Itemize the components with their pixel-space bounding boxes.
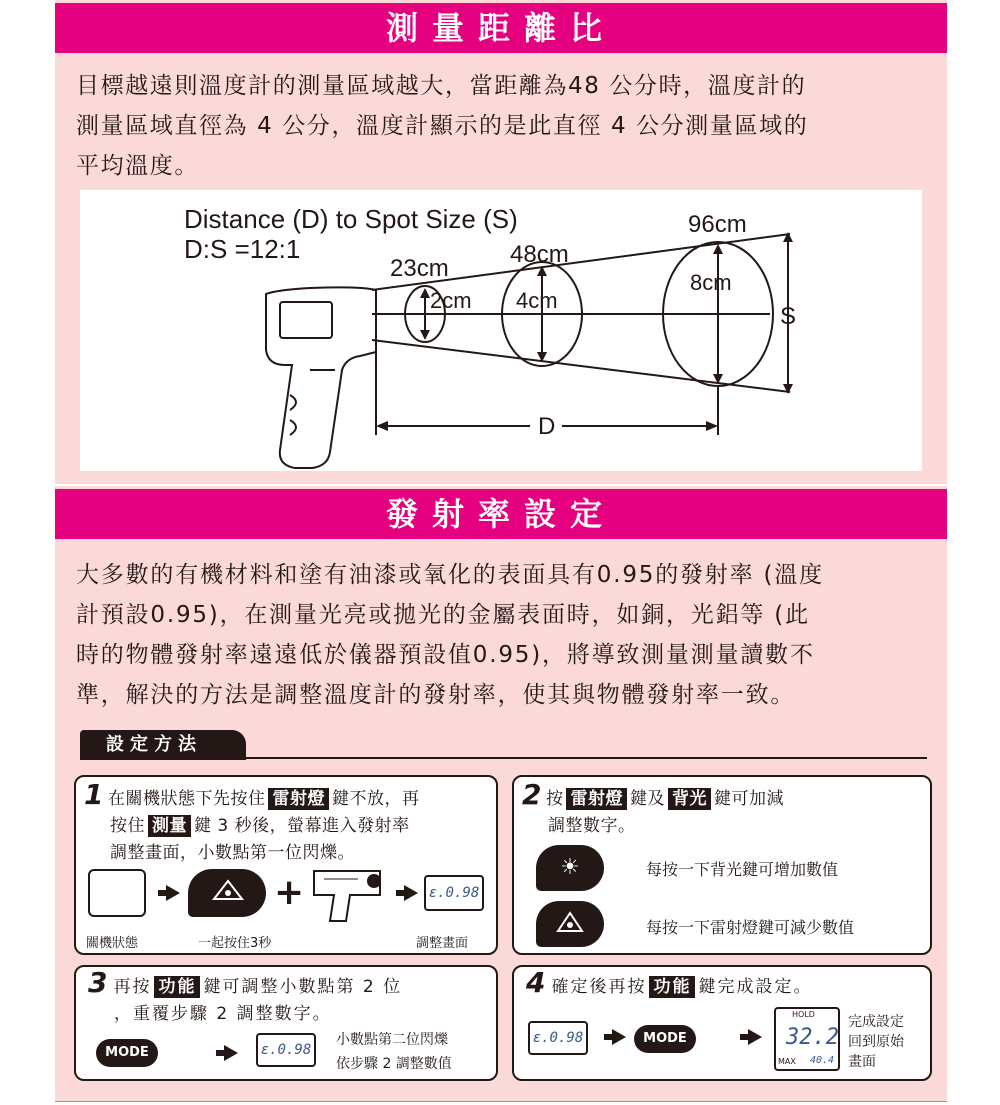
section1-title: 測量距離比 — [55, 3, 947, 53]
step4-note2: 回到原始 — [848, 1034, 904, 1050]
label-96cm: 96cm — [688, 211, 747, 238]
function-key: 功能 — [154, 976, 200, 998]
label-4cm: 4cm — [516, 288, 558, 313]
step1-text-a: 在關機狀態下先按住 — [107, 789, 266, 809]
step1-text-c: 按住 — [110, 816, 145, 836]
step2-text-c: 鍵可加減 — [713, 789, 784, 809]
step2-number: 2 — [522, 778, 542, 811]
caption-off: 關機狀態 — [86, 936, 139, 951]
step2-note2: 每按一下雷射燈鍵可減少數值 — [646, 918, 855, 937]
diagram-title: Distance (D) to Spot Size (S) — [184, 204, 518, 234]
step3-number: 3 — [88, 966, 110, 999]
section1-line: 測量區域直徑為 4 公分，溫度計顯示的是此直徑 4 公分測量區域的 — [76, 113, 809, 139]
trigger-gun-icon — [310, 865, 388, 925]
step3-note2: 依步驟 2 調整數值 — [336, 1056, 452, 1072]
section2-line: 準，解決的方法是調整溫度計的發射率，使其與物體發射率一致。 — [76, 682, 796, 708]
step3-text-c: ，重覆步驟 2 調整數字。 — [114, 1004, 332, 1024]
arrow-icon — [224, 1045, 238, 1061]
step4-text-a: 確定後再按 — [551, 977, 647, 997]
step3-text-a: 再按 — [113, 977, 152, 997]
method-divider — [244, 757, 927, 759]
hold-label: HOLD — [792, 1010, 815, 1019]
mode-button-icon: MODE — [634, 1025, 696, 1053]
step1-text-d: 鍵 3 秒後，螢幕進入發射率 — [194, 816, 410, 836]
step3-text-b: 鍵可調整小數點第 2 位 — [203, 977, 403, 997]
result-lcd — [774, 1007, 840, 1071]
laser-key: 雷射燈 — [268, 788, 329, 810]
step2-text-b: 鍵及 — [629, 789, 665, 809]
gun-screen — [280, 302, 332, 338]
emissivity-lcd: ε.0.98 — [528, 1021, 588, 1055]
backlight-button-icon: ☀ — [536, 845, 604, 891]
step4-note1: 完成設定 — [848, 1014, 904, 1030]
function-key: 功能 — [649, 976, 695, 998]
arrow-icon — [404, 885, 418, 901]
step2-note1: 每按一下背光鍵可增加數值 — [646, 860, 839, 879]
distance-spot-diagram — [80, 190, 922, 471]
arrow-icon — [748, 1029, 762, 1045]
step4-text-b: 鍵完成設定。 — [698, 977, 813, 997]
backlight-key: 背光 — [668, 788, 711, 810]
step4-note3: 畫面 — [848, 1054, 876, 1070]
step1-number: 1 — [84, 778, 104, 811]
step2-text-d: 調整數字。 — [548, 816, 636, 836]
distance-spot-svg — [80, 190, 922, 471]
step2-box — [512, 775, 932, 955]
step1-box — [74, 775, 498, 955]
step3-text — [88, 966, 492, 1028]
step1-text-e: 調整畫面，小數點第一位閃爍。 — [110, 843, 355, 863]
step3-box — [74, 965, 498, 1081]
max-label: MAX — [778, 1057, 796, 1066]
arrow-icon — [612, 1029, 626, 1045]
section2-line: 大多數的有機材料和塗有油漆或氧化的表面具有0.95的發射率 (溫度 — [76, 562, 824, 588]
section1-line: 平均溫度。 — [76, 153, 199, 179]
step2-text — [522, 778, 926, 840]
step1-text — [84, 778, 492, 867]
bottom-divider — [55, 1101, 947, 1102]
plus-icon: + — [274, 872, 305, 913]
diagram-ratio: D:S =12:1 — [184, 234, 301, 264]
step4-number: 4 — [526, 966, 548, 999]
label-23cm: 23cm — [390, 255, 449, 282]
laser-triangle-icon — [188, 869, 266, 917]
emissivity-lcd: ε.0.98 — [256, 1033, 316, 1067]
off-screen-icon — [88, 869, 146, 917]
laser-button-icon — [188, 869, 266, 917]
caption-adjust: 調整畫面 — [416, 936, 469, 951]
measure-key: 測量 — [148, 815, 191, 837]
laser-button-icon — [536, 901, 604, 947]
step2-text-a: 按 — [545, 789, 564, 809]
method-tab: 設定方法 — [80, 730, 246, 760]
section2-title: 發射率設定 — [55, 489, 947, 539]
step1-text-b: 鍵不放，再 — [331, 789, 420, 809]
max-reading: 40.4 — [810, 1055, 835, 1066]
step4-text — [526, 966, 926, 1001]
section1-line: 目標越遠則溫度計的測量區域越大，當距離為48 公分時，溫度計的 — [76, 73, 807, 99]
step3-note1: 小數點第二位閃爍 — [336, 1032, 448, 1048]
label-s: S — [780, 303, 797, 330]
arrow-icon — [166, 885, 180, 901]
label-48cm: 48cm — [510, 241, 569, 268]
label-d: D — [538, 413, 556, 440]
section2-line: 時的物體發射率遠遠低於儀器預設值0.95)，將導致測量測量讀數不 — [76, 642, 815, 668]
laser-key: 雷射燈 — [566, 788, 627, 810]
section1-paragraph — [76, 66, 808, 186]
section2-paragraph — [76, 555, 824, 715]
step4-box — [512, 965, 932, 1081]
label-8cm: 8cm — [690, 270, 732, 295]
thermometer-gun-icon — [266, 287, 376, 468]
label-2cm: 2cm — [430, 288, 472, 313]
mode-button-icon: MODE — [96, 1039, 158, 1067]
caption-hold: 一起按住3秒 — [198, 936, 272, 951]
result-reading: 32.2 — [786, 1025, 839, 1050]
emissivity-lcd: ε.0.98 — [424, 875, 484, 911]
section2-line: 計預設0.95)，在測量光亮或拋光的金屬表面時，如銅，光鋁等 (此 — [76, 602, 810, 628]
